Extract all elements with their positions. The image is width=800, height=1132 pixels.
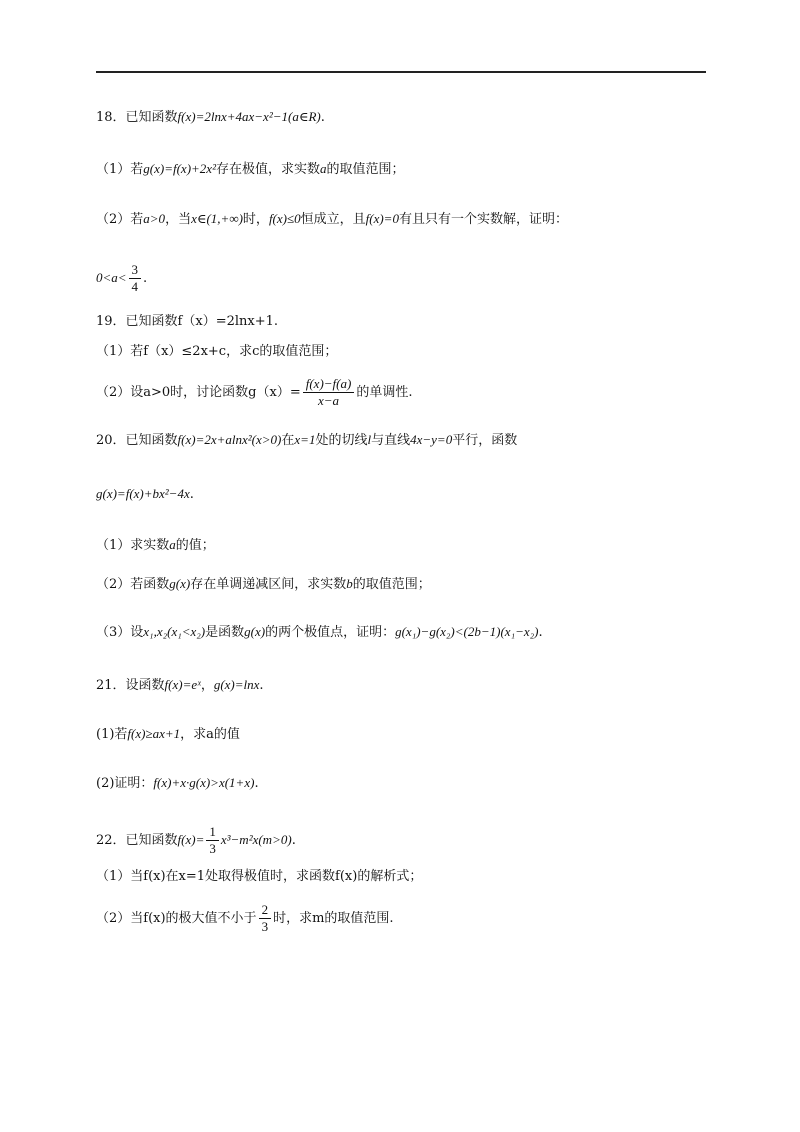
- separator: ，: [200, 678, 214, 693]
- fraction-denominator: 4: [131, 279, 139, 294]
- q2-var: b: [346, 576, 353, 591]
- problem-22-number: 22．已知函数: [96, 833, 178, 848]
- q1-prefix: (1)若: [96, 727, 128, 742]
- problem-20-q1: [96, 536, 215, 555]
- fraction-three-quarters: [129, 262, 142, 295]
- q2-prefix: （2）若: [96, 212, 144, 227]
- q2-cond4: f(x)=0: [365, 211, 399, 226]
- fraction-one-third: [206, 824, 219, 857]
- fraction-numerator: 2: [259, 902, 272, 919]
- g-formula: g(x)=f(x)+bx²−4x: [96, 486, 190, 501]
- problem-19-stem: [96, 313, 278, 331]
- fraction-denominator: x−a: [318, 393, 340, 408]
- q1-prefix: （1）求实数: [96, 538, 170, 553]
- problem-21-number: 21．设函数: [96, 678, 165, 693]
- q2-g: g(x): [169, 576, 191, 591]
- problem-18-formula: f(x)=2lnx+4ax−x²−1(a∈R): [177, 109, 321, 124]
- f-formula: f(x)=eˣ: [164, 677, 201, 692]
- problem-20-stem: [96, 431, 517, 450]
- q2-prefix: （2）设a>0时，讨论函数g（x）=: [96, 385, 301, 400]
- line-equation: 4x−y=0: [410, 432, 453, 447]
- q1-inequality: f(x)≥ax+1: [127, 726, 181, 741]
- period: .: [254, 776, 259, 791]
- q1-var: a: [169, 537, 176, 552]
- problem-20-q2: [96, 575, 431, 594]
- q1-suffix: 的取值范围；: [326, 162, 405, 177]
- text: 在: [281, 433, 295, 448]
- fraction-numerator: 3: [129, 262, 142, 279]
- g-formula: g(x)=lnx: [213, 677, 260, 692]
- q2-prefix: （2）当f(x)的极大值不小于: [96, 911, 257, 926]
- q1-formula: g(x)=f(x)+2x²: [143, 161, 216, 176]
- q3-g: g(x): [244, 624, 266, 639]
- fraction-denominator: 3: [209, 841, 216, 856]
- proof-left: 0<a<: [96, 270, 127, 285]
- fraction-numerator: f(x)−f(a): [303, 376, 355, 393]
- q2-cond2: x∈(1,+∞): [191, 211, 243, 226]
- q2-text4: 有且只有一个实数解，证明：: [398, 212, 568, 227]
- problem-18-q2-conclusion: [96, 262, 147, 295]
- tangent-var: l: [367, 432, 372, 447]
- problem-18-number: 18．已知函数: [96, 110, 178, 125]
- problem-18-period: .: [320, 110, 325, 125]
- proof-end: .: [143, 271, 148, 286]
- problem-18-q1: [96, 160, 405, 179]
- problem-21-q1: [96, 725, 240, 744]
- q3-prefix: （3）设: [96, 625, 144, 640]
- q2-text1: ，当: [165, 212, 192, 227]
- text: 与直线: [371, 433, 411, 448]
- problem-20-q3: [96, 623, 543, 642]
- problem-18-stem: [96, 108, 325, 127]
- text: 处的切线: [315, 433, 368, 448]
- q2-text2: 时，: [242, 212, 269, 227]
- q1-var: a: [319, 161, 327, 176]
- problem-19-q1-text: （1）若f（x）≤2x+c，求c的取值范围；: [96, 344, 338, 359]
- problem-21-q2: [96, 774, 259, 793]
- q2-suffix: 的单调性.: [356, 385, 413, 400]
- fraction-two-thirds: [259, 902, 272, 935]
- formula-right: x³−m²x(m>0): [220, 832, 292, 847]
- period: .: [291, 833, 296, 848]
- condition: x=1: [294, 432, 316, 447]
- q1-prefix: （1）若: [96, 162, 144, 177]
- problem-22-q2: [96, 902, 394, 935]
- problem-20-g-def: [96, 485, 194, 504]
- problem-19-q2: [96, 376, 412, 409]
- q1-suffix: ，求a的值: [180, 727, 240, 742]
- formula-left: f(x)=: [177, 832, 205, 847]
- q3-vars: x₁,x₂(x₁<x₂): [143, 624, 206, 639]
- q2-suffix: 时，求m的取值范围.: [273, 911, 394, 926]
- header-rule: [96, 71, 706, 73]
- difference-quotient: [303, 376, 355, 409]
- q2-prefix: (2)证明：: [96, 776, 154, 791]
- q2-text: 存在单调递减区间，求实数: [190, 577, 347, 592]
- problem-22-q1: [96, 868, 422, 886]
- q2-cond3: f(x)≤0: [268, 211, 301, 226]
- q2-text3: 恒成立，且: [300, 212, 366, 227]
- q1-text: 存在极值，求实数: [215, 162, 320, 177]
- problem-22-q1-text: （1）当f(x)在x=1处取得极值时，求函数f(x)的解析式；: [96, 869, 423, 884]
- problem-19-q1: [96, 343, 337, 361]
- period: .: [538, 625, 543, 640]
- problem-20-formula: f(x)=2x+alnx²(x>0): [177, 432, 282, 447]
- problem-22-stem: [96, 824, 296, 857]
- q3-inequality: g(x₁)−g(x₂)<(2b−1)(x₁−x₂): [395, 624, 539, 639]
- fraction-denominator: 3: [261, 919, 269, 934]
- q2-inequality: f(x)+x·g(x)>x(1+x): [153, 775, 255, 790]
- problem-21-stem: [96, 676, 264, 695]
- period: .: [259, 678, 264, 693]
- q2-prefix: （2）若函数: [96, 577, 170, 592]
- q3-text2: 的两个极值点，证明：: [265, 625, 396, 640]
- q1-suffix: 的值；: [175, 538, 215, 553]
- problem-19-formula: f（x）=2lnx+1.: [177, 314, 279, 329]
- q2-suffix: 的取值范围；: [352, 577, 431, 592]
- q2-cond1: a>0: [143, 211, 166, 226]
- text: 平行，函数: [452, 433, 518, 448]
- problem-20-number: 20．已知函数: [96, 433, 178, 448]
- q3-text: 是函数: [205, 625, 245, 640]
- problem-18-q2: [96, 210, 568, 229]
- problem-19-number: 19．已知函数: [96, 314, 178, 329]
- fraction-numerator: 1: [206, 824, 219, 841]
- period: .: [189, 487, 194, 502]
